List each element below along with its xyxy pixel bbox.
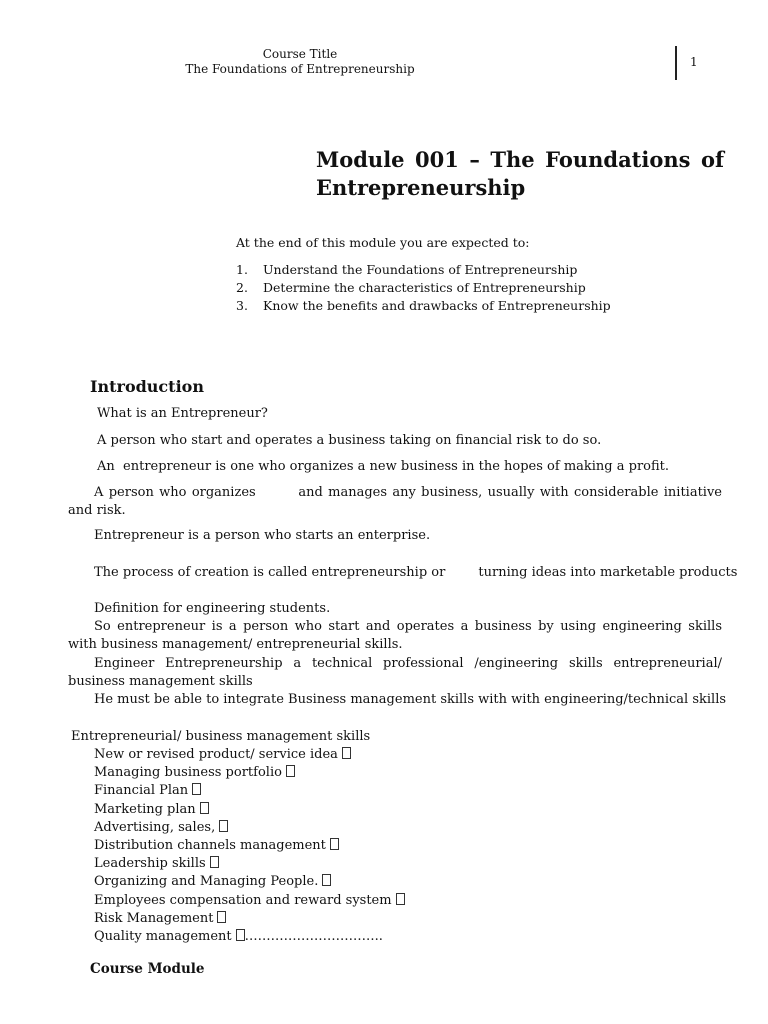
intro-definition-4: Entrepreneur is a person who starts an enterprise. (94, 528, 431, 543)
page-header (150, 47, 450, 77)
missing-glyph-icon (330, 838, 339, 850)
missing-glyph-icon (396, 893, 405, 905)
objective-text: Know the benefits and drawbacks of Entrepreneurship (263, 298, 611, 313)
skill-label: Leadership skills (94, 856, 206, 872)
missing-glyph-icon (219, 820, 228, 832)
introduction-heading: Introduction (90, 377, 204, 396)
engineering-definition-2-text: Engineer Entrepreneurship a technical professional /engineering skills entrepreneurial/ business management skills (68, 656, 722, 689)
skill-label: Managing business portfolio (94, 765, 282, 781)
skill-item (94, 855, 405, 873)
skill-label: Organizing and Managing People. (94, 874, 319, 890)
skill-item (94, 764, 405, 782)
intro-definition-1: A person who start and operates a business taking on financial risk to do so. (97, 433, 602, 448)
missing-glyph-icon (200, 802, 209, 814)
skill-item (94, 746, 405, 764)
skill-item (94, 782, 405, 800)
intro-definition-3-text: A person who organizes and manages any business, usually with considerable initiative and risk. (68, 485, 727, 518)
course-title-label: Course Title (262, 47, 338, 61)
intro-definition-5: The process of creation is called entrepreneurship or turning ideas into marketable products (94, 565, 738, 580)
skills-heading: Entrepreneurial/ business management skills (71, 729, 371, 744)
missing-glyph-icon (210, 856, 219, 868)
engineering-definition-3: He must be able to integrate Business management skills with with engineering/technical skills (94, 692, 727, 707)
objective-text: Understand the Foundations of Entrepreneurship (263, 262, 578, 277)
objective-number: 3. (236, 298, 248, 313)
objective-text: Determine the characteristics of Entrepreneurship (263, 280, 586, 295)
objective-item (236, 261, 611, 279)
objective-number: 1. (236, 262, 248, 277)
skill-item (94, 819, 405, 837)
skill-item (94, 801, 405, 819)
engineering-definition-1 (68, 618, 722, 654)
skill-item (94, 928, 405, 946)
skill-dots: ………………………….. (244, 928, 383, 944)
course-module-footer: Course Module (90, 961, 205, 977)
engineering-definition-heading: Definition for engineering students. (94, 601, 331, 616)
missing-glyph-icon (217, 911, 226, 923)
course-name: The Foundations of Entrepreneurship (185, 62, 415, 76)
page-number: 1 (690, 55, 698, 69)
missing-glyph-icon (286, 765, 295, 777)
skill-item (94, 837, 405, 855)
objective-number: 2. (236, 280, 248, 295)
skill-label: Marketing plan (94, 801, 196, 817)
objectives-list (236, 261, 611, 315)
engineering-definition-1-text: So entrepreneur is a person who start and operates a business by using engineering skills with business management/ entrepreneurial skills. (68, 619, 722, 652)
skill-label: Financial Plan (94, 783, 189, 799)
skills-list (94, 746, 405, 946)
objective-item (236, 279, 611, 297)
intro-definition-2: An entrepreneur is one who organizes a new business in the hopes of making a profit. (97, 459, 670, 474)
skill-label: Risk Management (94, 910, 214, 926)
page-number-rule (675, 46, 677, 80)
skill-label: Advertising, sales, (94, 819, 216, 835)
skill-label: New or revised product/ service idea (94, 747, 338, 762)
objectives-intro: At the end of this module you are expected to: (236, 235, 530, 250)
missing-glyph-icon (342, 747, 351, 759)
missing-glyph-icon (236, 929, 245, 941)
skill-item (94, 892, 405, 910)
objective-item (236, 297, 611, 315)
intro-question: What is an Entrepreneur? (97, 406, 268, 421)
intro-definition-3 (68, 484, 727, 520)
skill-item (94, 910, 405, 928)
missing-glyph-icon (322, 874, 331, 886)
skill-label: Distribution channels management (94, 837, 326, 853)
skill-label: Employees compensation and reward system (94, 892, 392, 908)
missing-glyph-icon (192, 783, 201, 795)
skill-item (94, 873, 405, 891)
skill-label: Quality management (94, 928, 232, 944)
module-title: Module 001 – The Foundations of Entrepreneurship (316, 147, 724, 200)
engineering-definition-2 (68, 655, 722, 691)
